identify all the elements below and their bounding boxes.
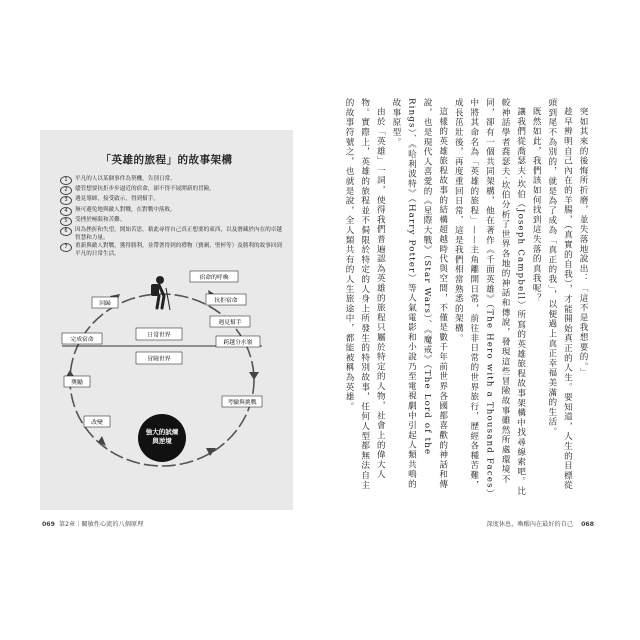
ordeal-label-line2: 與逆境 <box>152 437 172 445</box>
node-change <box>84 416 110 427</box>
node-resist-destiny <box>206 294 246 305</box>
ordinary-world-label: 日常世界 <box>147 332 171 339</box>
chapter-title: 關敏性心流的八個原理 <box>81 521 144 528</box>
svg-text:改變: 改變 <box>91 420 103 426</box>
step-number: 6 <box>60 227 72 236</box>
paragraph: 讓我們從喬瑟夫·坎伯（Joseph Campbell）所寫的英雄旅程故事架構中找尋線索吧。比較神話學者喬瑟夫·坎伯分析了世界各地的神話和傳說，發現這些冒險故事雖然所處環境不同，卻有一個共同架構，他在著作《千面英雄》（The Hero with a Thousand Faces）中將其命名為「英雄的旅程」——主角離開日常，前往非日常的世界旅行，歷經各種苦難，成長茁壯後，再度重回日常，這是我們相當熟悉的架構。 <box>453 98 526 496</box>
paragraph: 趁早辨明自己內在的羊腸，（真實的自我），才能開始真正的人生。要知道，人生的目標從頭到尾不為別的，就是為了成為「真正的我」，以便過上真正幸福美滿的生活。 <box>546 98 573 490</box>
step-number: 4 <box>60 207 72 216</box>
svg-text:抗拒宿命: 抗拒宿命 <box>214 298 238 304</box>
step-number: 3 <box>60 196 72 205</box>
body-text-vertical <box>341 98 591 498</box>
ordeal-label-line1: 強大的試煉 <box>145 428 179 436</box>
hiker-icon <box>151 276 170 310</box>
svg-text:回歸: 回歸 <box>99 301 111 307</box>
node-trials <box>222 396 262 407</box>
paragraph: 由於「英雄」一詞，使得我們普遍認為英雄的旅程只屬於特定的人物，社會上的偉大人物。實際上，英雄的旅程並不侷限於特定的人身上所發生的特別故事，任何人型都無法自主的故事符號之，也就是說，全人類共有的人生旅途中，都能被稱為英雄。 <box>344 98 386 490</box>
paragraph: 這樣的英雄旅程故事的結構超越時代與空間，不僅是數千年前世界各國都喜歡的神話和傳說，也是現代人喜愛的《星際大戰》（Star Wars）、《魔戒》（The Lord of the Rings）、《哈利波特》（Harry Potter）等人氣電影和小說乃至電視劇中引起人類共鳴的故事原型。 <box>390 98 448 490</box>
step-text: 因為挫折和失望，開始苦思，藉此尋得自己真正想要的東西，以及潛藏於內在的卓越智慧和力量。 <box>75 226 282 241</box>
svg-text:跨越分水嶺: 跨越分水嶺 <box>223 340 253 346</box>
book-title: 深度休息，喚醒內在最好的自己 <box>486 521 574 528</box>
svg-text:獎勵: 獎勵 <box>71 380 83 386</box>
step-text: 無可避免地與敵人對戰，在對戰中落敗。 <box>75 206 176 213</box>
chapter-label: 第2章｜ <box>58 521 82 528</box>
paragraph: 既然如此，我們該如何找到這失落的真我呢？ <box>531 106 542 303</box>
step-number: 1 <box>60 176 72 185</box>
step-text: 受挫於極限和苦難。 <box>75 216 126 223</box>
step-number: 2 <box>60 186 72 195</box>
node-cross-threshold <box>216 336 260 347</box>
hero-journey-cycle-diagram <box>40 130 293 510</box>
arrowhead <box>249 372 259 380</box>
paragraph: 突如其來的後悔所折磨，並失落地說出：「這不是我想要的。」 <box>578 106 588 377</box>
step-text: 平凡的人以某個事件為契機，告別日常。 <box>75 176 176 182</box>
panel-title: 「英雄的旅程」的故事架構 <box>100 154 233 166</box>
step-text: 遇見導師，接受啟示，得到幫手。 <box>75 196 159 203</box>
node-return <box>92 297 118 308</box>
node-call-of-destiny <box>190 271 238 282</box>
right-footer <box>486 519 598 528</box>
step-text: 儘管想要抗拒步步逼近的宿命，卻不得不展開新的冒險。 <box>75 186 215 193</box>
node-meet-helper <box>210 316 250 327</box>
step-number: 5 <box>60 217 72 226</box>
node-complete-destiny <box>62 333 102 344</box>
svg-text:遇見幫手: 遇見幫手 <box>218 320 242 326</box>
adventure-world-label: 冒險世界 <box>147 356 171 363</box>
right-page-number: 068 <box>581 521 594 528</box>
svg-text:宿命的呼喚: 宿命的呼喚 <box>199 275 229 281</box>
svg-text:考驗與挑戰: 考驗與挑戰 <box>227 400 257 406</box>
step-number: 7 <box>60 243 72 252</box>
svg-text:完成宿命: 完成宿命 <box>70 337 94 343</box>
step-text: 重新與敵人對戰，獲得勝利，並帶著得到的禮物（寶劍、聖杯等）及勝利的故事回到平凡的日常生活。 <box>75 243 282 257</box>
left-page-number: 069 <box>42 521 55 528</box>
node-reward <box>64 376 90 387</box>
left-footer <box>42 519 143 528</box>
